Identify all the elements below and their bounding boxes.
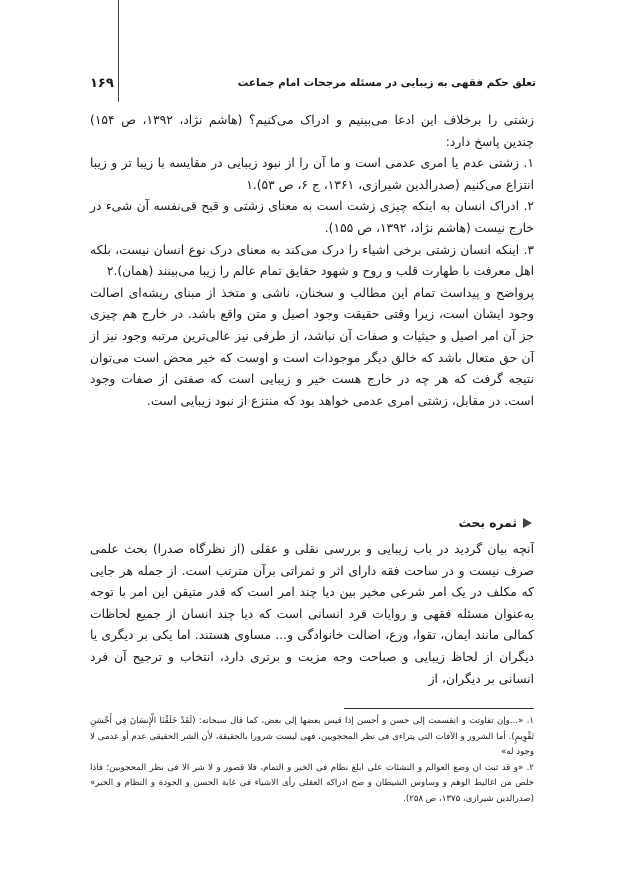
section-text [90, 539, 534, 690]
page-header [90, 74, 536, 92]
triangle-marker-icon [523, 518, 532, 528]
footnote-2: ۲. «و قد ثبت ان وضع العوالم و النشئات علی ابلغ نظام فی الخیر و التمام، فلا قصور و لا شر الا فی نظر المحجوبین؛ فاذا خلص من اغالیط الوهم و وساوس الشیطان و صح ادراکه العقلی رأی الاشیاء فی غایة الحسن و الجودة و النظام و الخیر» (صدرالدین شیرازی، ۱۳۷۵، ص ۲۵۸). [90, 762, 534, 804]
paragraph-1: زشتی را برخلاف این ادعا می‌بینیم و ادراک می‌کنیم؟ (هاشم نژاد، ۱۳۹۲، ص ۱۵۴) چندین پاسخ دارد: [90, 113, 535, 149]
section-paragraph-1: آنچه بیان گردید در باب زیبایی و بررسی نقلی و عقلی (از نظرگاه صدرا) بحث علمی صرف نیست و در ساحت فقه دارای اثر و ثمراتی برآن مترتب است. از جمله هر جایی که مکلف در یک امر شرعی مخیر بین دیا چند امر است که قدر متیقن این امر با توجه به‌عنوان مسئله فقهی و روایات فرد انسانی است که دیا چند انسان از جمیع لحاظات کمالی مانند ایمان، تقوا، ورع، اصالت خانوادگی و... مساوی هستند. اما یکی بر دیگری یا دیگران از لحاظ زیبایی و صباحت وجه مزیت و برتری دارد، انتخاب و ترجیح آن فرد انسانی بر دیگران، از [90, 542, 534, 686]
footnotes [90, 714, 534, 807]
paragraph-4: ۳. اینکه انسان زشتی برخی اشیاء را درک می‌کند به معنای درک نوع انسان نیست، بلکه اهل معرفت با طهارت قلب و روح و شهود حقایق تمام عالم را زیبا می‌بینند (همان).۲ [90, 242, 534, 279]
paragraph-5: پرواضح و پیداست تمام این مطالب و سخنان، ناشی و متخذ از مبنای ریشه‌ای اصالت وجود ایشان است، زیرا وقتی حقیقت وجود اصیل و متن واقع باشد. در خارج هم چیزی جز آن امر اصیل و حیثیات و صفات آن نباشد، از طرفی نیز عالی‌ترین مرتبه وجود نیز از آن حق متعال باشد که خالق دیگر موجودات است و اوست که خیر محض است می‌توان نتیجه گرفت که هر چه در خارج هست خیر و زیبایی است که صفتی از صفات وجود است. در مقابل، زشتی امری عدمی خواهد بود که منتزع از نبود زیبایی است. [90, 285, 534, 408]
running-title: تعلق حکم فقهی به زیبایی در مسئله مرجحات امام جماعت [237, 77, 536, 89]
footnote-separator [344, 708, 534, 709]
section-heading-text: ثمره بحث [458, 516, 517, 530]
paragraph-3: ۲. ادراک انسان به اینکه چیزی زشت است به معنای زشتی و قبح فی‌نفسه آن شیء در خارج نیست (هاشم نژاد، ۱۳۹۲، ص ۱۵۵). [90, 199, 534, 235]
footnote-1: ۱. «...وإن تفاوتت و انقسمت إلی حسن و أحسن إذا قیس بعضها إلی بعض، کما قال سبحانه: (لَقَدْ خَلَقْنَا الْإِنسَانَ فِي أَحْسَنِ تَقْوِيمٍ). أما الشرور و الآفات التی یتراءی فی نظر المحجوبین، فهی لیست شرورا بالحقیقة، لأن الشر الحقیقی عدم أو عدمی لا وجود له» [90, 716, 534, 757]
paragraph-2: ۱. زشتی عدم یا امری عدمی است و ما آن را از نبود زیبایی در مقایسه با زیبا تر و زیبا انتزاع می‌کنیم (صدرالدین شیرازی، ۱۳۶۱، ج ۶، ص ۵۳).۱ [90, 156, 534, 192]
section-heading [458, 516, 532, 530]
page-number: ۱۶۹ [90, 75, 114, 91]
body-text [90, 110, 534, 412]
